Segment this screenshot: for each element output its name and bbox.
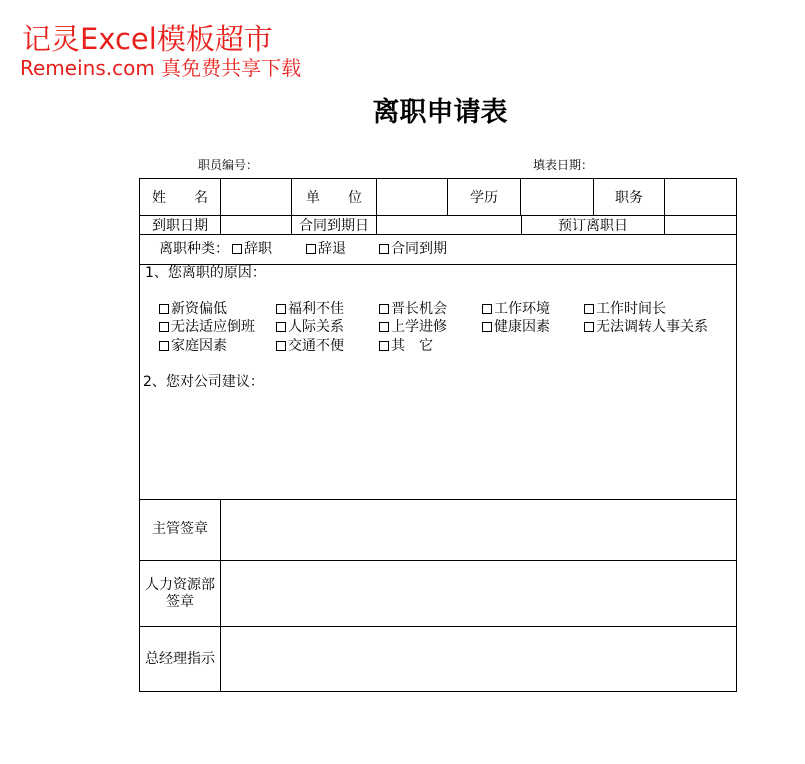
planned-leave-label: 预订离职日 <box>558 218 628 234</box>
reason-option[interactable]: 工作时间长 <box>584 300 666 318</box>
reason-option[interactable]: 家庭因素 <box>159 337 227 355</box>
unit-label: 单 位 <box>306 190 362 206</box>
position-label: 职务 <box>615 190 643 206</box>
checkbox-icon <box>306 244 316 254</box>
leave-type-option-contract-end[interactable]: 合同到期 <box>379 240 447 258</box>
education-label-cell <box>447 178 521 216</box>
gm-instruction-field[interactable] <box>220 626 737 692</box>
supervisor-sign-label: 主管签章 <box>152 521 208 537</box>
checkbox-icon <box>232 244 242 254</box>
planned-leave-label-cell <box>521 215 665 235</box>
reason-option[interactable]: 无法调转人事关系 <box>584 318 708 336</box>
education-value-cell[interactable] <box>520 178 594 216</box>
reason-option[interactable]: 新资偏低 <box>159 300 227 318</box>
reason-option[interactable]: 其 它 <box>379 337 433 355</box>
reason-option[interactable]: 工作环境 <box>482 300 550 318</box>
start-date-label-cell <box>139 215 221 235</box>
gm-instruction-label: 总经理指示 <box>145 651 215 667</box>
contract-end-value-cell[interactable] <box>376 215 522 235</box>
checkbox-icon <box>276 341 286 351</box>
suggestion-label: 2、您对公司建议： <box>143 374 264 390</box>
unit-value-cell[interactable] <box>376 178 448 216</box>
checkbox-icon <box>379 304 389 314</box>
name-label-cell <box>139 178 221 216</box>
supervisor-sign-field[interactable] <box>220 499 737 561</box>
checkbox-icon <box>159 341 169 351</box>
contract-end-label: 合同到期日 <box>299 218 369 234</box>
checkbox-icon <box>482 304 492 314</box>
reason-option[interactable]: 晋长机会 <box>379 300 447 318</box>
leave-type-label: 离职种类： <box>159 241 229 257</box>
reason-option[interactable]: 上学进修 <box>379 318 447 336</box>
planned-leave-value-cell[interactable] <box>664 215 737 235</box>
reason-option[interactable]: 健康因素 <box>482 318 550 336</box>
checkbox-icon <box>584 322 594 332</box>
reason-option[interactable]: 无法适应倒班 <box>159 318 255 336</box>
reason-label: 1、您离职的原因： <box>145 265 266 281</box>
checkbox-icon <box>276 304 286 314</box>
contract-end-label-cell <box>291 215 377 235</box>
checkbox-icon <box>276 322 286 332</box>
reason-option[interactable]: 交通不便 <box>276 337 344 355</box>
checkbox-icon <box>584 304 594 314</box>
checkbox-icon <box>482 322 492 332</box>
checkbox-icon <box>159 304 169 314</box>
form-title: 离职申请表 <box>372 97 508 128</box>
fill-date-label: 填表日期： <box>533 158 594 172</box>
leave-type-option-resign[interactable]: 辞职 <box>232 240 272 258</box>
checkbox-icon <box>159 322 169 332</box>
checkbox-icon <box>379 322 389 332</box>
education-label: 学历 <box>470 190 498 206</box>
checkbox-icon <box>379 244 389 254</box>
start-date-value-cell[interactable] <box>220 215 292 235</box>
watermark-title: 记灵Excel模板超市 <box>22 22 273 56</box>
name-label: 姓 名 <box>152 190 208 206</box>
position-label-cell <box>593 178 665 216</box>
hr-sign-label-line2: 签章 <box>166 594 194 610</box>
hr-sign-field[interactable] <box>220 560 737 627</box>
employee-no-label: 职员编号： <box>198 158 259 172</box>
position-value-cell[interactable] <box>664 178 737 216</box>
unit-label-cell <box>291 178 377 216</box>
leave-type-option-dismissed[interactable]: 辞退 <box>306 240 346 258</box>
watermark-subtitle: Remeins.com 真免费共享下载 <box>20 56 302 80</box>
name-value-cell[interactable] <box>220 178 292 216</box>
checkbox-icon <box>379 341 389 351</box>
reason-option[interactable]: 福利不佳 <box>276 300 344 318</box>
hr-sign-label-line1: 人力资源部 <box>145 577 215 593</box>
start-date-label: 到职日期 <box>152 218 208 234</box>
reason-option[interactable]: 人际关系 <box>276 318 344 336</box>
